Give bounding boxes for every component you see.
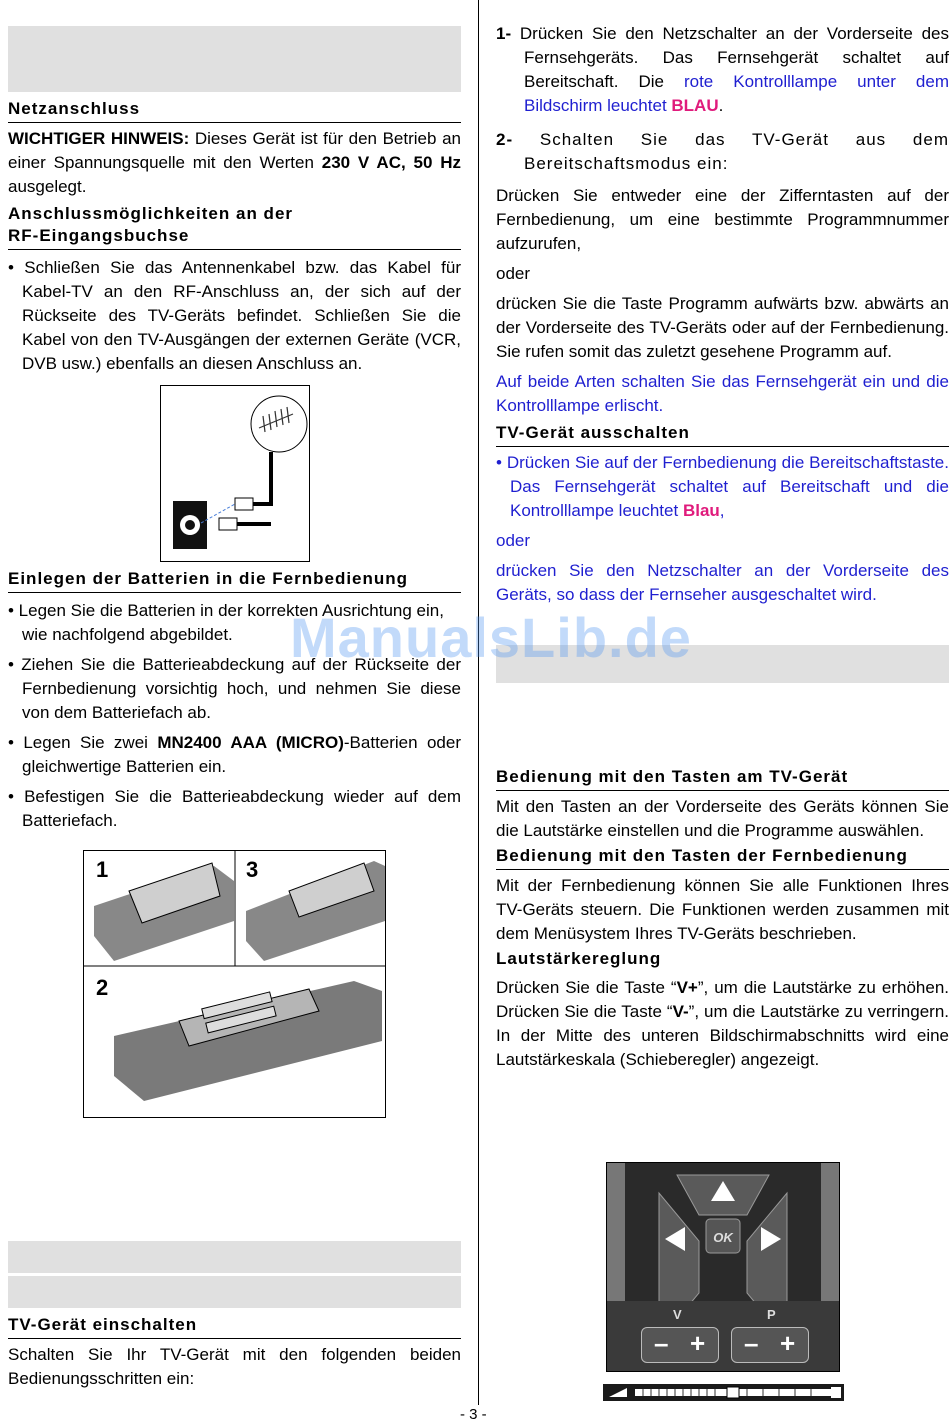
rf-text: • Schließen Sie das Antennenkabel bzw. das Kabel für Kabel-TV an den RF-Anschluss an, der sich auf der Rückseite des TV-Geräts befindet. Schließen Sie die Kabel von den TV-Ausgängen der externen Geräte (VCR, DVB usw.) ebenfalls an diesen Anschluss an. [8, 258, 461, 373]
antenna-connection-figure [160, 385, 310, 562]
section-banner-2 [8, 1241, 461, 1273]
fern-text: Mit der Fernbedienung können Sie alle Funktionen Ihres TV-Geräts steuern. Die Funktionen werden zusammen mit dem Menüsystem Ihres TV-Geräts beschrieben. [496, 876, 949, 943]
antenna-diagram [161, 386, 309, 561]
battery-step-3: • Legen Sie zwei MN2400 AAA (MICRO)-Batterien oder gleichwertige Batterien ein. [8, 733, 461, 776]
tasten-heading: Bedienung mit den Tasten am TV-Gerät [496, 766, 949, 791]
fern-heading: Bedienung mit den Tasten der Fernbedienung [496, 845, 949, 870]
tv-off-step: • Drücken Sie auf der Fernbedienung die Bereitschaftstaste. Das Fernsehgerät schaltet auf Bereitschaft und die Kontrolllampe leuchtet Blau, [496, 453, 949, 520]
volume-plus[interactable]: + [690, 1328, 706, 1358]
option-digits: Drücken Sie entweder eine der Zifferntasten auf der Fernbedienung, um eine bestimmte Programmnummer aufzurufen, [496, 186, 949, 253]
netz-text: WICHTIGER HINWEIS: Dieses Gerät ist für den Betrieb an einer Spannungsquelle mit den Werten 230 V AC, 50 Hz ausgelegt. [8, 129, 461, 196]
battery-step-4: • Befestigen Sie die Batterieabdeckung wieder auf dem Batteriefach. [8, 787, 461, 830]
volume-slider [603, 1384, 844, 1401]
laut-text: Drücken Sie die Taste “V+”, um die Lautstärke zu erhöhen. Drücken Sie die Taste “V-”, um die Lautstärke zu verringern. In der Mitte des unteren Bildschirmabschnitts wird eine Lautstärkeskala (Schieberegler) angezeigt. [496, 978, 949, 1069]
rf-heading: Anschlussmöglichkeiten an der RF-Eingangsbuchse [8, 203, 461, 250]
program-plus[interactable]: + [780, 1328, 796, 1358]
figure-label-3: 3 [246, 857, 259, 882]
step-2: 2- Schalten Sie das TV-Gerät aus dem Bereitschaftsmodus ein: [496, 130, 949, 173]
v-label: V [673, 1307, 682, 1322]
remote-back-3 [246, 861, 385, 961]
battery-step-1: • Legen Sie die Batterien in der korrekten Ausrichtung ein, wie nachfolgend abgebildet. [8, 601, 444, 644]
battery-diagram [84, 851, 385, 1117]
laut-heading: Lautstärkereglung [496, 949, 662, 968]
volume-slider-graphic [603, 1384, 844, 1401]
oder-1: oder [496, 264, 531, 283]
volume-rocker[interactable] [641, 1327, 719, 1363]
volume-low-icon [609, 1388, 627, 1397]
tv-on-section [8, 1241, 461, 1391]
remote-figure [606, 1162, 840, 1372]
left-column [8, 26, 461, 376]
lower-buttons [607, 1301, 839, 1371]
option-program: drücken Sie die Taste Programm aufwärts bzw. abwärts an der Vorderseite des TV-Geräts oder auf der Fernbedienung. Sie rufen somit das zuletzt gesehene Programm auf. [496, 294, 949, 361]
remote-back-1 [94, 863, 234, 961]
tv-off-alt: drücken Sie den Netzschalter an der Vorderseite des Geräts, so dass der Fernseher ausgeschaltet wird. [496, 561, 949, 604]
section-banner [8, 26, 461, 92]
battery-heading: Einlegen der Batterien in die Fernbedienung [8, 568, 461, 593]
column-divider [478, 0, 479, 1405]
step-1: 1- Drücken Sie den Netzschalter an der Vorderseite des Fernsehgeräts. Das Fernsehgerät schaltet auf Bereitschaft. Die rote Kontrolllampe unter dem Bildschirm leuchtet BLAU. [496, 24, 949, 115]
battery-step-2: • Ziehen Sie die Batterieabdeckung auf der Rückseite der Fernbedienung vorsichtig hoch, und nehmen Sie diese von dem Batteriefach ab. [8, 655, 461, 722]
oder-2: oder [496, 531, 531, 550]
tv-on-text: Schalten Sie Ihr TV-Gerät mit den folgenden beiden Bedienungsschritten ein: [8, 1345, 461, 1388]
program-minus[interactable]: – [744, 1328, 759, 1358]
result-text: Auf beide Arten schalten Sie das Fernsehgerät ein und die Kontrolllampe erlischt. [496, 372, 949, 415]
tasten-text: Mit den Tasten an der Vorderseite des Geräts können Sie die Lautstärke einstellen und die Programme auswählen. [496, 797, 949, 840]
tv-off-heading: TV-Gerät ausschalten [496, 422, 949, 447]
program-rocker[interactable] [731, 1327, 809, 1363]
section-banner-3 [8, 1276, 461, 1308]
battery-figure [83, 850, 386, 1118]
watermark: ManualsLib.de [290, 606, 692, 669]
tv-on-heading: TV-Gerät einschalten [8, 1314, 461, 1339]
figure-label-2: 2 [96, 975, 109, 1000]
figure-label-1: 1 [96, 857, 109, 882]
p-label: P [767, 1307, 776, 1322]
slider-thumb [727, 1387, 739, 1398]
netz-heading: Netzanschluss [8, 98, 461, 123]
volume-high-icon [831, 1387, 841, 1398]
page-number: - 3 - [460, 1406, 487, 1423]
remote-open-2 [114, 981, 382, 1101]
controls-section [496, 766, 949, 1072]
ok-label: OK [713, 1230, 733, 1245]
right-column [496, 22, 949, 607]
volume-minus[interactable]: – [654, 1328, 669, 1358]
